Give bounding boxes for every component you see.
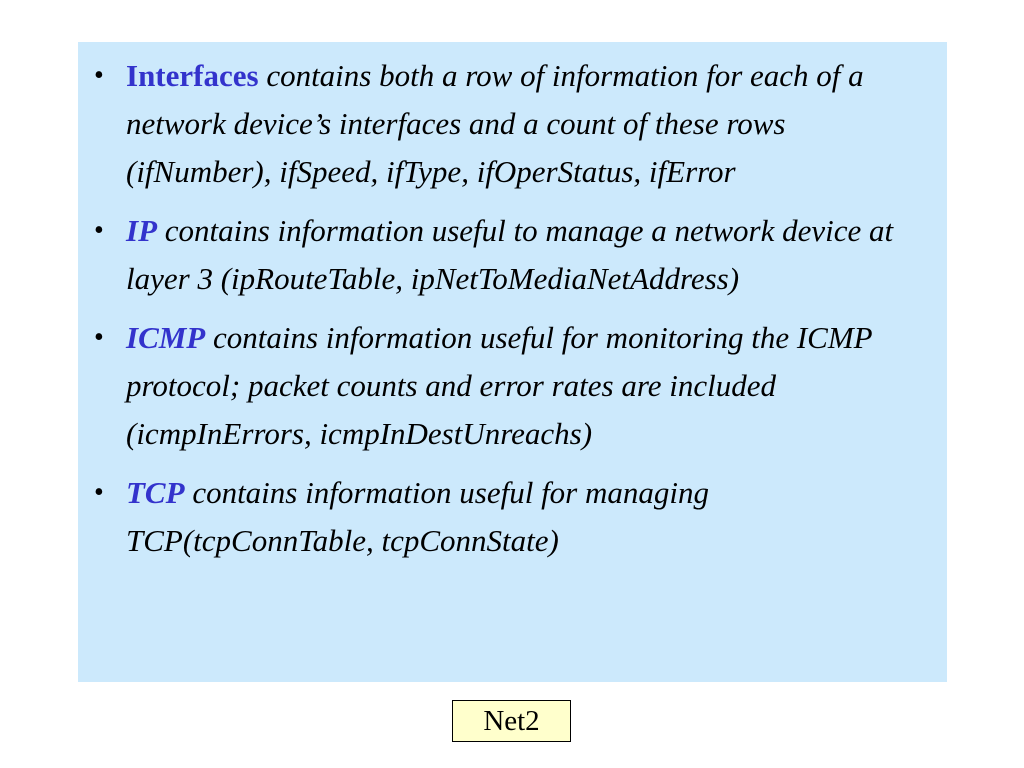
bullet-point-icon: •	[94, 477, 104, 508]
bullet-description: contains information useful for monitoring the ICMP protocol; packet counts and error rates are included (icmpInErrors, icmpInDestUnreachs)	[126, 320, 873, 451]
bullet-point-icon: •	[94, 322, 104, 353]
bullet-term: IP	[126, 213, 157, 248]
bullet-description: contains information useful to manage a network device at layer 3 (ipRouteTable, ipNetToMediaNetAddress)	[126, 213, 894, 296]
bullet-description: contains information useful for managing TCP(tcpConnTable, tcpConnState)	[126, 475, 709, 558]
footer-label: Net2	[452, 700, 571, 742]
bullet-item-tcp	[88, 469, 931, 565]
bullet-term: Interfaces	[126, 58, 259, 93]
bullet-term: ICMP	[126, 320, 206, 355]
bullet-item-interfaces	[88, 52, 931, 196]
content-box	[78, 42, 947, 682]
bullet-description: contains both a row of information for each of a network device’s interfaces and a count of these rows (ifNumber), ifSpeed, ifType, ifOperStatus, ifError	[126, 58, 864, 189]
bullet-term: TCP	[126, 475, 185, 510]
bullet-list	[88, 52, 931, 565]
bullet-item-ip	[88, 207, 931, 303]
bullet-item-icmp	[88, 314, 931, 458]
bullet-point-icon: •	[94, 215, 104, 246]
bullet-point-icon: •	[94, 60, 104, 91]
